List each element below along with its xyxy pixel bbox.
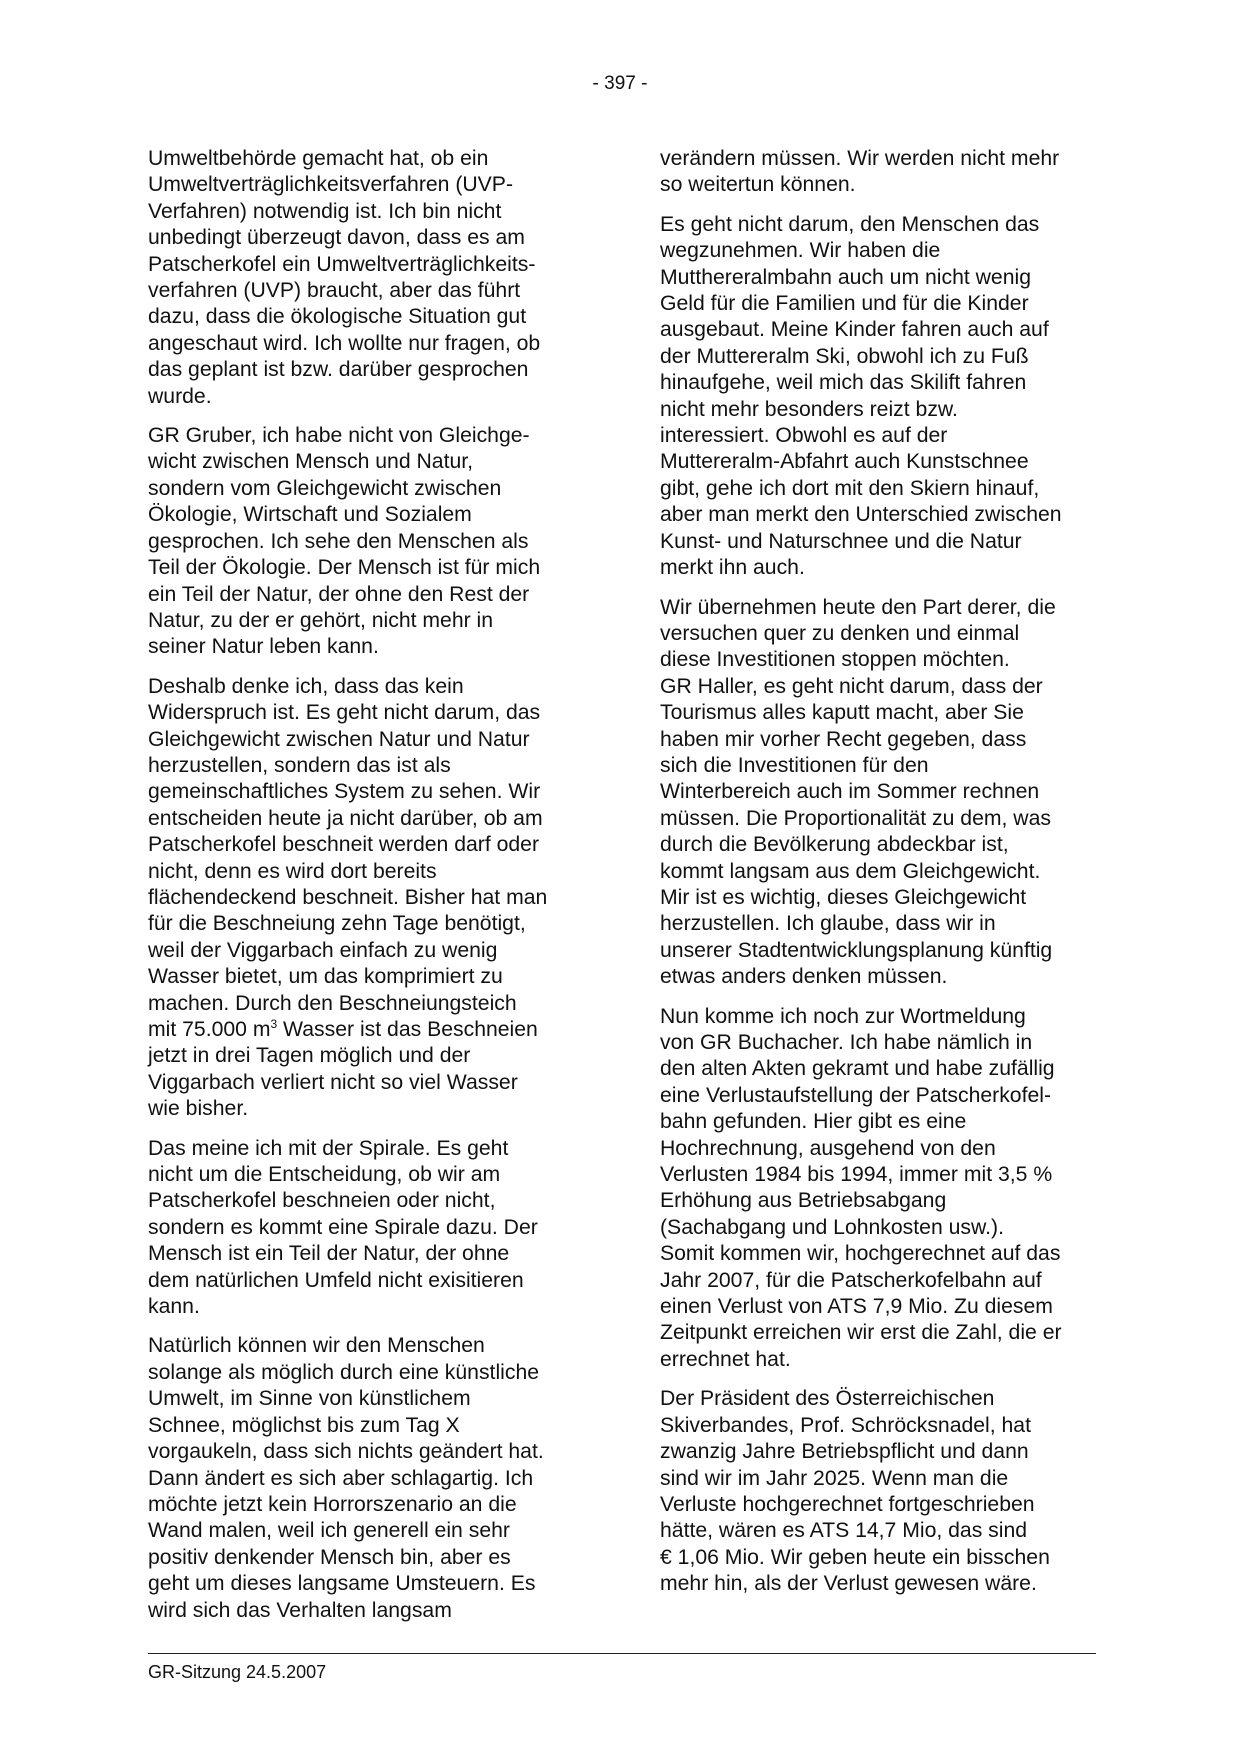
text-line: nicht, denn es wird dort bereits <box>148 859 437 883</box>
text-line: Ökologie, Wirtschaft und Sozialem <box>148 503 472 527</box>
text-line: Umweltbehörde gemacht hat, ob ein <box>148 147 489 170</box>
text-line: kann. <box>148 1295 200 1319</box>
text-line: GR Gruber, ich habe nicht von Gleichge- <box>148 424 530 448</box>
text-line: so weitertun können. <box>660 173 856 197</box>
text-line: aber man merkt den Unterschied zwischen <box>660 503 1062 527</box>
text-line: das geplant ist bzw. darüber gesprochen <box>148 358 529 382</box>
text-line: nicht um die Entscheidung, ob wir am <box>148 1163 501 1187</box>
text-line: Teil der Ökologie. Der Mensch ist für mich <box>148 556 541 580</box>
text-line: Das meine ich mit der Spirale. Es geht <box>148 1136 509 1160</box>
text-line: Gleichgewicht zwischen Natur und Natur <box>148 727 530 751</box>
text-line: Kunst- und Naturschnee und die Natur <box>660 529 1022 553</box>
text-line: verfahren (UVP) braucht, aber das führt <box>148 279 521 303</box>
text-line: Zeitpunkt erreichen wir erst die Zahl, die er <box>660 1321 1062 1345</box>
text-line: vorgaukeln, dass sich nichts geändert hat. <box>148 1440 544 1464</box>
text-line: wie bisher. <box>148 1097 249 1121</box>
text-line: Schnee, möglichst bis zum Tag X <box>148 1413 460 1437</box>
text-line: sich die Investitionen für den <box>660 753 929 777</box>
text-line: hinaufgehe, weil mich das Skilift fahren <box>660 371 1027 395</box>
text-line: dazu, dass die ökologische Situation gut <box>148 305 527 329</box>
text-line: herzustellen. Ich glaube, dass wir in <box>660 912 996 936</box>
paragraph <box>660 1386 1098 1597</box>
text-line: machen. Durch den Beschneiungsteich <box>148 991 517 1015</box>
text-line: verändern müssen. Wir werden nicht mehr <box>660 147 1060 170</box>
text-line: interessiert. Obwohl es auf der <box>660 424 948 448</box>
text-line: kommt langsam aus dem Gleichgewicht. <box>660 859 1041 883</box>
text-line: Verfahren) notwendig ist. Ich bin nicht <box>148 199 502 223</box>
paragraph <box>660 146 1098 199</box>
text-line: Wand malen, weil ich generell ein sehr <box>148 1519 510 1543</box>
text-line: wegzunehmen. Wir haben die <box>660 239 941 263</box>
text-line: eine Verlustaufstellung der Patscherkofel- <box>660 1083 1052 1107</box>
text-line: gemeinschaftliches System zu sehen. Wir <box>148 780 541 804</box>
text-line: Widerspruch ist. Es geht nicht darum, das <box>148 701 541 725</box>
text-line: etwas anders denken müssen. <box>660 965 948 989</box>
text-line: Patscherkofel beschneit werden darf oder <box>148 833 540 857</box>
text-line: Patscherkofel beschneien oder nicht, <box>148 1189 496 1213</box>
text-line: mit 75.000 $m^3$ Wasser ist das Beschneien <box>148 1017 538 1041</box>
text-line: den alten Akten gekramt und habe zufällig <box>660 1057 1055 1081</box>
text-line: merkt ihn auch. <box>660 556 805 580</box>
text-line: Patscherkofel ein Umweltverträglichkeits- <box>148 252 536 276</box>
text-line: Mir ist es wichtig, dieses Gleichgewicht <box>660 885 1027 909</box>
text-line: bahn gefunden. Hier gibt es eine <box>660 1110 967 1134</box>
right-column <box>660 146 1098 1611</box>
text-line: Natürlich können wir den Menschen <box>148 1334 485 1358</box>
text-line: möchte jetzt kein Horrorszenario an die <box>148 1492 517 1516</box>
text-line: versuchen quer zu denken und einmal <box>660 621 1020 645</box>
footer-session-date: GR-Sitzung 24.5.2007 <box>148 1662 327 1682</box>
text-line: sondern vom Gleichgewicht zwischen <box>148 476 502 500</box>
text-line: weil der Viggarbach einfach zu wenig <box>148 938 498 962</box>
text-line: wicht zwischen Mensch und Natur, <box>148 450 474 474</box>
paragraph <box>660 595 1098 991</box>
text-line: gesprochen. Ich sehe den Menschen als <box>148 529 529 553</box>
paragraph <box>660 1004 1098 1374</box>
paragraph <box>148 1333 586 1623</box>
text-line: Geld für die Familien und für die Kinder <box>660 292 1029 316</box>
text-line: Somit kommen wir, hochgerechnet auf das <box>660 1242 1061 1266</box>
page-number: - 397 - <box>592 73 648 94</box>
paragraph <box>148 1136 586 1321</box>
text-line: jetzt in drei Tagen möglich und der <box>148 1044 471 1068</box>
text-line: herzustellen, sondern das ist als <box>148 753 451 777</box>
text-line: angeschaut wird. Ich wollte nur fragen, ob <box>148 331 541 355</box>
text-line: durch die Bevölkerung abdeckbar ist, <box>660 833 1009 857</box>
text-line: ausgebaut. Meine Kinder fahren auch auf <box>660 318 1049 342</box>
text-line: solange als möglich durch eine künstliche <box>148 1360 540 1384</box>
text-line: Hochrechnung, ausgehend von den <box>660 1136 996 1160</box>
text-line: Jahr 2007, für die Patscherkofelbahn auf <box>660 1268 1042 1292</box>
left-column <box>148 146 586 1637</box>
text-line: sind wir im Jahr 2025. Wenn man die <box>660 1466 1009 1490</box>
paragraph <box>660 212 1098 582</box>
text-line: einen Verlust von ATS 7,9 Mio. Zu diesem <box>660 1295 1053 1319</box>
text-line: Mensch ist ein Teil der Natur, der ohne <box>148 1242 510 1266</box>
text-line: müssen. Die Proportionalität zu dem, was <box>660 806 1051 830</box>
text-line: Viggarbach verliert nicht so viel Wasser <box>148 1070 518 1094</box>
text-line: flächendeckend beschneit. Bisher hat man <box>148 885 548 909</box>
text-line: ein Teil der Natur, der ohne den Rest der <box>148 582 530 606</box>
text-line: wird sich das Verhalten langsam <box>148 1598 452 1622</box>
paragraph <box>148 674 586 1123</box>
text-line: Natur, zu der er gehört, nicht mehr in <box>148 608 494 632</box>
text-line: Verlusten 1984 bis 1994, immer mit 3,5 % <box>660 1163 1053 1187</box>
text-line: Umweltverträglichkeitsverfahren (UVP- <box>148 173 513 197</box>
text-line: zwanzig Jahre Betriebspflicht und dann <box>660 1440 1029 1464</box>
text-line: unserer Stadtentwicklungsplanung künftig <box>660 938 1053 962</box>
text-line: Winterbereich auch im Sommer rechnen <box>660 780 1040 804</box>
paragraph <box>148 146 586 410</box>
paragraph <box>148 423 586 661</box>
text-line: Wir übernehmen heute den Part derer, die <box>660 595 1056 619</box>
text-line: Mutthereralmbahn auch um nicht wenig <box>660 265 1031 289</box>
text-line: GR Haller, es geht nicht darum, dass der <box>660 674 1043 698</box>
text-line: der Muttereralm Ski, obwohl ich zu Fuß <box>660 344 1029 368</box>
text-line: unbedingt überzeugt davon, dass es am <box>148 226 525 250</box>
text-line: sondern es kommt eine Spirale dazu. Der <box>148 1215 538 1239</box>
text-line: entscheiden heute ja nicht darüber, ob am <box>148 806 543 830</box>
text-line: Es geht nicht darum, den Menschen das <box>660 212 1040 236</box>
text-line: mehr hin, als der Verlust gewesen wäre. <box>660 1572 1037 1596</box>
text-line: Dann ändert es sich aber schlagartig. Ich <box>148 1466 534 1490</box>
text-line: dem natürlichen Umfeld nicht exisitieren <box>148 1268 524 1292</box>
text-line: € 1,06 Mio. Wir geben heute ein bisschen <box>660 1545 1050 1569</box>
text-line: diese Investitionen stoppen möchten. <box>660 648 1010 672</box>
text-line: (Sachabgang und Lohnkosten usw.). <box>660 1215 1004 1239</box>
text-line: Wasser bietet, um das komprimiert zu <box>148 965 503 989</box>
text-line: errechnet hat. <box>660 1347 791 1371</box>
text-line: wurde. <box>148 384 212 408</box>
text-line: geht um dieses langsame Umsteuern. Es <box>148 1572 536 1596</box>
text-line: nicht mehr besonders reizt bzw. <box>660 397 958 421</box>
text-line: Der Präsident des Österreichischen <box>660 1387 995 1411</box>
text-line: Umwelt, im Sinne von künstlichem <box>148 1387 471 1411</box>
text-line: von GR Buchacher. Ich habe nämlich in <box>660 1031 1033 1054</box>
superscript-3: 3 <box>270 1017 278 1031</box>
text-line: gibt, gehe ich dort mit den Skiern hinauf, <box>660 476 1040 500</box>
text-line: positiv denkender Mensch bin, aber es <box>148 1545 511 1569</box>
text-line: Muttereralm-Abfahrt auch Kunstschnee <box>660 450 1029 474</box>
text-line: Erhöhung aus Betriebsabgang <box>660 1189 947 1213</box>
text-line: hätte, wären es ATS 14,7 Mio, das sind <box>660 1519 1028 1543</box>
text-line: Verluste hochgerechnet fortgeschrieben <box>660 1492 1035 1516</box>
text-line: Deshalb denke ich, dass das kein <box>148 674 464 698</box>
text-line: haben mir vorher Recht gegeben, dass <box>660 727 1027 751</box>
text-line: Tourismus alles kaputt macht, aber Sie <box>660 701 1024 725</box>
text-line: seiner Natur leben kann. <box>148 635 379 659</box>
text-line: Nun komme ich noch zur Wortmeldung <box>660 1004 1026 1028</box>
text-line: Skiverbandes, Prof. Schröcksnadel, hat <box>660 1413 1031 1437</box>
footer-divider <box>148 1653 1096 1654</box>
text-line: für die Beschneiung zehn Tage benötigt, <box>148 912 526 936</box>
